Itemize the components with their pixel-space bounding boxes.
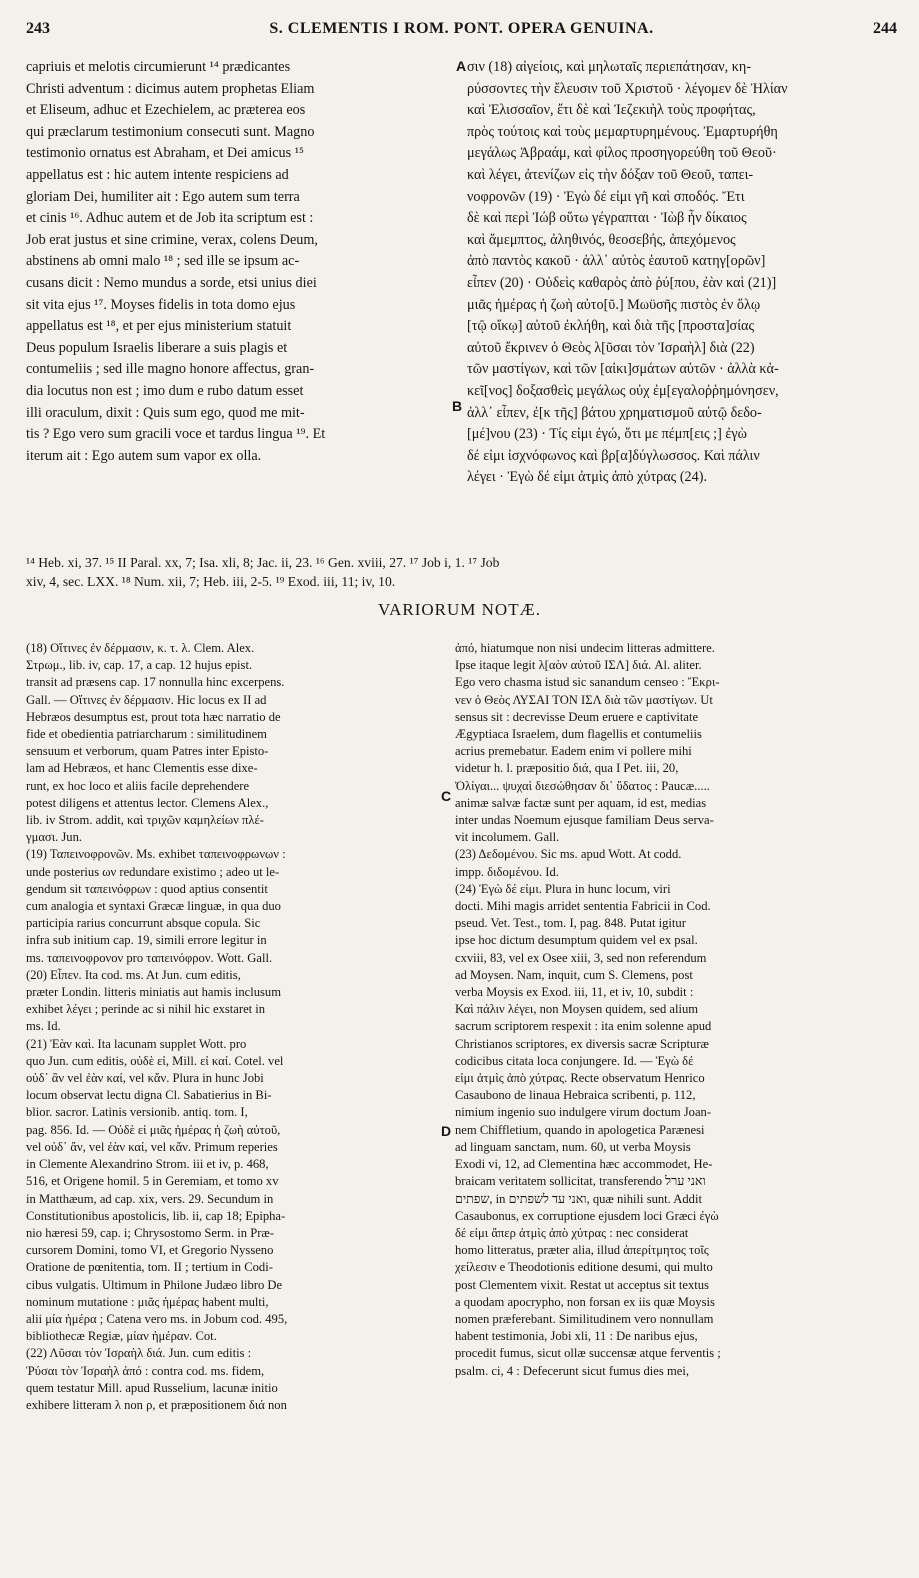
greek-line: ἀλλ᾽ εἶπεν, ἐ[κ τῆς] βάτου χρηματισμοῦ αὐτῷ δεδο-: [467, 404, 762, 421]
note-line: (18) Οἵτινες ἐν δέρμασιν, κ. τ. λ. Clem. Alex.: [26, 641, 255, 655]
latin-line: iterum ait : Ego autem sum vapor ex olla.: [26, 447, 262, 464]
note-line: nio hæresi 59, cap. i; Chrysostomo Serm. in Præ-: [26, 1225, 275, 1240]
latin-line: sit vita ejus ¹⁷. Moyses fidelis in tota domo ejus: [26, 296, 296, 313]
latin-line: Christi adventum : dicimus autem prophetas Eliam: [26, 80, 315, 97]
note-line: in Clemente Alexandrino Strom. iii et iv, p. 468,: [26, 1157, 269, 1172]
note-line: (22) Λῦσαι τὸν Ἰσραὴλ διά. Jun. cum editis :: [26, 1346, 252, 1361]
note-line: runt, ex hoc loco et aliis facile deprehendere: [26, 778, 250, 793]
note-line: vit incolumem. Gall.: [455, 830, 560, 845]
margin-marker-a: A: [456, 58, 467, 74]
note-line: Constitutionibus apostolicis, lib. ii, cap 18; Epipha-: [26, 1208, 286, 1223]
note-line: codicibus citata loca conjungere. Id. — Ἐγὼ δέ: [455, 1053, 694, 1068]
note-line: braicam veritatem sollicitat, transferendo ואני ערל: [455, 1174, 706, 1189]
note-line: fide et obedientia patriarcharum : similitudinem: [26, 727, 267, 742]
note-line: cum analogia et syntaxi Græcæ linguæ, in qua duo: [26, 899, 281, 914]
note-line: nominum mutatione : μιᾶς ἡμέρας habent multi,: [26, 1294, 269, 1309]
notes-left-column: [26, 640, 445, 1414]
note-line: acrius premebatur. Eadem enim vi pollere mihi: [455, 744, 692, 759]
note-line: Ῥύσαι τὸν Ἰσραὴλ ἀπό : contra cod. ms. fidem,: [26, 1363, 265, 1378]
greek-line: καὶ λέγει, ἀτενίζων εἰς τὴν δόξαν τοῦ Θεοῦ, ταπει-: [467, 166, 754, 183]
note-line: cxviii, 83, vel ex Osee xiii, 3, sed non referendum: [455, 950, 707, 965]
note-line: 516, et Origene homil. 5 in Geremiam, et tomo xv: [26, 1174, 279, 1189]
note-line: transit ad præsens cap. 17 nonnulla hinc excerpens.: [26, 675, 285, 690]
note-line: Gall. — Οἵτινες ἐν δέρμασιν. Hic locus ex II ad: [26, 692, 267, 707]
latin-line: illi oraculum, dixit : Quis sum ego, quod me mit-: [26, 404, 305, 421]
latin-line: et cinis ¹⁶. Adhuc autem et de Job ita scriptum est :: [26, 210, 314, 227]
note-line: Ægyptiaca Israelem, dum flagellis et contumeliis: [455, 727, 702, 742]
note-line: nomen præferebant. Similitudinem vero nonnullam: [455, 1311, 714, 1326]
note-line: bibliothecæ Regiæ, μίαν ἡμέραν. Cot.: [26, 1329, 217, 1344]
greek-line: νοφρονῶν (19) · Ἐγὼ δέ εἰμι γῆ καὶ σποδός. Ἔτι: [467, 188, 745, 205]
note-line: χείλεσιν e Theodotionis editione desumi, qui multo: [455, 1260, 713, 1275]
note-line: Casaubono de linaua Hebraica scribenti, p. 112,: [455, 1088, 696, 1103]
note-line: blior. sacror. Latinis versionib. antiq. tom. I,: [26, 1105, 248, 1120]
greek-line: σιν (18) αἰγείοις, καὶ μηλωταῖς περιεπάτησαν, κη-: [467, 59, 752, 75]
note-line: nem Chiffletium, quando in apologetica Parænesi: [455, 1122, 705, 1137]
note-line: Ipse itaque legit λ[αὸν αὐτοῦ ΙΣΛ] διά. Al. aliter.: [455, 658, 702, 673]
margin-marker-b: B: [452, 398, 463, 414]
note-line: a quodam apocrypho, non forsan ex iis quæ Moysis: [455, 1294, 715, 1309]
page-number-right: 244: [873, 20, 897, 37]
note-line: participia rarius concurrunt absque copula. Sic: [26, 916, 261, 931]
footnote-line: ¹⁴ Heb. xi, 37. ¹⁵ II Paral. xx, 7; Isa. xli, 8; Jac. ii, 23. ¹⁶ Gen. xviii, 27. ¹⁷ Job i, 1. ¹⁷ Job: [26, 555, 500, 570]
greek-line: εἶπεν (20) · Οὐδεὶς καθαρὸς ἀπὸ ῥύ[που, ἐὰν καὶ (21)]: [467, 274, 777, 291]
note-line: cibus vulgatis. Ultimum in Philone Judæo libro De: [26, 1277, 283, 1292]
note-line: impp. διδομένου. Id.: [455, 864, 559, 879]
greek-line: δὲ καὶ περὶ Ἰώβ οὕτω γέγραπται · Ἰὼβ ἦν δίκαιος: [467, 210, 747, 227]
page-number-left: 243: [26, 20, 50, 37]
greek-line: λέγει · Ἐγὼ δέ εἰμι ἀτμὶς ἀπὸ χύτρας (24).: [467, 469, 708, 486]
note-line: Exodi vi, 12, ad Clementina hæc accommodet, He-: [455, 1157, 713, 1172]
greek-line: τῶν μαστίγων, καὶ τῶν [αἰκι]σμάτων αὐτῶν · ἀλλὰ κἀ-: [467, 361, 779, 378]
note-line: lib. iv Strom. addit, καὶ τριχῶν καμηλείων πλέ-: [26, 813, 264, 828]
notes-right-column: [455, 640, 896, 1380]
greek-line: ρύσσοντες τὴν ἔλευσιν τοῦ Χριστοῦ · λέγομεν δὲ Ἠλίαν: [467, 80, 788, 97]
note-line: unde posterius ων redundare existimo ; adeo ut le-: [26, 864, 280, 879]
greek-text-column: [467, 57, 896, 489]
greek-line: αὐτοῦ ἔκρινεν ὁ Θεὸς λ[ῦσαι τὸν Ἰσραὴλ] διὰ (22): [467, 339, 755, 356]
latin-line: abstinens ab omni malo ¹⁸ ; sed ille se ipsum ac-: [26, 253, 300, 270]
latin-line: testimonio ornatus est Abraham, et Dei amicus ¹⁵: [26, 145, 304, 162]
notes-title: VARIORUM NOTÆ.: [378, 600, 541, 619]
note-line: docti. Mihi magis arridet sententia Fabricii in Cod.: [455, 899, 711, 914]
note-line: gendum sit ταπεινόφρων : quod aptius consentit: [26, 881, 268, 896]
note-line: infra sub initium cap. 19, simili errore legitur in: [26, 933, 267, 948]
note-line: nimium ingenio suo indulgere virum doctum Joan-: [455, 1105, 712, 1120]
note-line: locum observat lectu digna Cl. Sabatierius in Bi-: [26, 1088, 272, 1103]
latin-line: capriuis et melotis circumierunt ¹⁴ prædicantes: [26, 59, 291, 75]
greek-line: [τῷ οἴκῳ] αὐτοῦ ἐκλήθη, καὶ διὰ τῆς [προστα]σίας: [467, 318, 755, 335]
latin-text-column: [26, 57, 457, 467]
greek-line: ἀπὸ παντὸς κακοῦ · ἀλλ᾽ αὐτὸς ἑαυτοῦ κατηγ[ορῶν]: [467, 253, 766, 270]
note-line: νεν ὁ Θεὸς ΛΥΣΑΙ ΤΟΝ ΙΣΛ διὰ τῶν μαστίγων. Ut: [455, 692, 713, 707]
latin-line: appellatus est : hic autem intente respiciens ad: [26, 166, 289, 183]
note-line: Ὀλίγαι... ψυχαὶ διεσώθησαν δι᾽ ὕδατος : Paucæ.....: [455, 778, 710, 793]
note-line: ms. ταπεινοφρονον pro ταπεινόφρον. Wott. Gall.: [26, 950, 273, 965]
note-line: homo litteratus, præter alia, illud ἀπερίτμητος τοῖς: [455, 1243, 709, 1258]
note-line: præter Londin. litteris miniatis aut hamis inclusum: [26, 985, 281, 1000]
note-line: (21) Ἐὰν καὶ. Ita lacunam supplet Wott. pro: [26, 1036, 247, 1051]
scripture-footnotes: [26, 553, 896, 591]
latin-line: et Eliseum, adhuc et Ezechielem, ac præterea eos: [26, 102, 306, 119]
latin-line: cusans dicit : Nemo mundus a sorde, etsi unius diei: [26, 274, 317, 291]
note-line: in Matthæum, ad cap. xix, vers. 29. Secundum in: [26, 1191, 274, 1206]
note-line: ad Moysen. Nam, inquit, cum S. Clemens, post: [455, 967, 693, 982]
note-line: exhibet λέγει ; perinde ac si nihil hic exstaret in: [26, 1002, 266, 1017]
note-line: (24) Ἐγὼ δέ εἰμι. Plura in hunc locum, viri: [455, 881, 671, 896]
latin-line: qui præclarum testimonium consecuti sunt. Magno: [26, 123, 315, 140]
note-line: Casaubonus, ex corruptione ejusdem loci Græci ἐγὼ: [455, 1208, 719, 1223]
greek-line: καὶ Ἐλισσαῖον, ἔτι δὲ καὶ Ἰεζεκιὴλ τοὺς προφήτας,: [467, 102, 756, 119]
note-line: εἰμι ἀτμὶς ἀπὸ χύτρας. Recte observatum Henrico: [455, 1071, 705, 1086]
note-line: alii μία ἡμέρα ; Catena vero ms. in Jobum cod. 495,: [26, 1311, 288, 1326]
note-line: vel οὐδ᾽ ἄν, vel ἐὰν καί, vel κἄν. Primum reperies: [26, 1139, 278, 1154]
latin-line: gloriam Dei, humiliter ait : Ego autem sum terra: [26, 188, 300, 205]
footnote-line: xiv, 4, sec. LXX. ¹⁸ Num. xii, 7; Heb. iii, 2-5. ¹⁹ Exod. iii, 11; iv, 10.: [26, 574, 396, 589]
note-line: שפתים, in ואני עד לשפתים, quæ nihili sunt. Addit: [455, 1191, 702, 1206]
note-line: Oratione de pœnitentia, tom. II ; tertium in Codi-: [26, 1260, 273, 1275]
note-line: Στρωμ., lib. iv, cap. 17, a cap. 12 hujus epist.: [26, 658, 253, 673]
note-line: (23) Δεδομένου. Sic ms. apud Wott. At codd.: [455, 847, 682, 862]
greek-line: δέ εἰμι ἰσχνόφωνος καὶ βρ[α]δύγλωσσος. Καὶ πάλιν: [467, 447, 760, 464]
note-line: verba Moysis ex Exod. iii, 11, et iv, 10, subdit :: [455, 985, 694, 1000]
margin-marker-d: D: [441, 1123, 452, 1139]
note-line: cursorem Domini, tomo VI, et Gregorio Nysseno: [26, 1243, 274, 1258]
margin-marker-c: C: [441, 788, 452, 804]
note-line: habent testimonia, Jobi xli, 11 : De naribus ejus,: [455, 1329, 698, 1344]
greek-line: μιᾶς ἡμέρας ἡ ζωὴ αὐτο[ῦ.] Μωϋσῆς πιστὸς ἐν ὅλῳ: [467, 296, 761, 313]
note-line: sensus sit : decrevisse Deum eruere e captivitate: [455, 709, 699, 724]
latin-line: contumeliis ; sed ille magno honore affectus, gran-: [26, 361, 315, 378]
note-line: quo Jun. cum editis, οὐδὲ εἰ, Mill. εἰ καί. Cotel. vel: [26, 1053, 284, 1068]
note-line: ms. Id.: [26, 1019, 61, 1034]
latin-line: dia locutus non est ; imo dum e rubo datum esset: [26, 382, 304, 399]
note-line: ad linguam sanctam, num. 60, ut verba Moysis: [455, 1139, 691, 1154]
note-line: Ego vero chasma istud sic sanandum censeo : Ἔκρι-: [455, 675, 720, 690]
running-header: [26, 20, 897, 44]
latin-line: appellatus est ¹⁸, et per ejus ministerium statuit: [26, 318, 292, 335]
note-line: psalm. ci, 4 : Defecerunt sicut fumus dies mei,: [455, 1363, 689, 1378]
note-line: animæ salvæ factæ sunt per aquam, id est, medias: [455, 795, 707, 810]
note-line: post Clementem vixit. Restat ut acceptus sit textus: [455, 1277, 709, 1292]
note-line: δέ εἰμι ἄπερ ἀτμὶς ἀπὸ χύτρας : nec considerat: [455, 1225, 689, 1240]
greek-line: μεγάλως Ἀβραάμ, καὶ φίλος προσηγορεύθη τοῦ Θεοῦ·: [467, 145, 777, 162]
note-line: sensuum et verborum, quam Patres inter Episto-: [26, 744, 269, 759]
note-line: ἀπό, hiatumque non nisi undecim litteras admittere.: [455, 641, 715, 655]
note-line: lam ad Hebræos, et hanc Clementis esse dixe-: [26, 761, 258, 776]
note-line: Καὶ πάλιν λέγει, non Moysen quidem, sed alium: [455, 1002, 699, 1017]
note-line: οὐδ᾽ ἂν vel ἐὰν καί, vel κἄν. Plura in hunc Jobi: [26, 1071, 264, 1086]
note-line: ipse hoc dictum desumptum quidem vel ex psal.: [455, 933, 698, 948]
greek-line: πρὸς τούτοις καὶ τοὺς μεμαρτυρημένους. Ἐμαρτυρήθη: [467, 123, 778, 140]
running-title: S. CLEMENTIS I ROM. PONT. OPERA GENUINA.: [269, 20, 654, 37]
note-line: potest diligens et attentus lector. Clemens Alex.,: [26, 795, 269, 810]
note-line: videtur h. l. præpositio διά, qua I Pet. iii, 20,: [455, 761, 679, 776]
note-line: γμασι. Jun.: [26, 830, 83, 845]
note-line: quem testatur Mill. apud Russelium, lacunæ initio: [26, 1380, 278, 1395]
latin-line: Job erat justus et sine crimine, verax, colens Deum,: [26, 231, 318, 248]
greek-line: κεῖ[νος] δοξασθεὶς μεγάλως οὐχ ἐμ[εγαλοῤῥημόνησεν,: [467, 382, 779, 399]
latin-line: Deus populum Israelis liberare a suis plagis et: [26, 339, 288, 356]
note-line: pag. 856. Id. — Οὐδὲ εἰ μιᾶς ἡμέρας ἡ ζωὴ αὐτοῦ,: [26, 1122, 281, 1137]
note-line: Hebræos desumptus est, prout tota hæc narratio de: [26, 709, 281, 724]
latin-line: tis ? Ego vero sum gracili voce et tardus lingua ¹⁹. Et: [26, 426, 326, 443]
note-line: inter undas Noemum ejusque familiam Deus serva-: [455, 813, 714, 828]
greek-line: καὶ ἄμεμπτος, ἀληθινός, θεοσεβής, ἀπεχόμενος: [467, 231, 736, 248]
note-line: sacrum scriptorem respexit : ita enim solenne apud: [455, 1019, 712, 1034]
note-line: (20) Εἶπεν. Ita cod. ms. At Jun. cum editis,: [26, 967, 241, 982]
greek-line: [μέ]νου (23) · Τίς εἰμι ἐγώ, ὅτι με πέμπ[εις ;] ἐγὼ: [467, 426, 747, 443]
note-line: procedit fumus, sicut ollæ succensæ atque ferventis ;: [455, 1346, 721, 1361]
note-line: pseud. Vet. Test., tom. I, pag. 848. Putat igitur: [455, 916, 686, 931]
note-line: exhibere litteram λ non ρ, et præpositionem διά non: [26, 1397, 287, 1412]
note-line: (19) Ταπεινοφρονῶν. Ms. exhibet ταπεινοφρωνων :: [26, 847, 286, 862]
note-line: Christianos scriptores, ex diversis sacræ Scripturæ: [455, 1036, 709, 1051]
